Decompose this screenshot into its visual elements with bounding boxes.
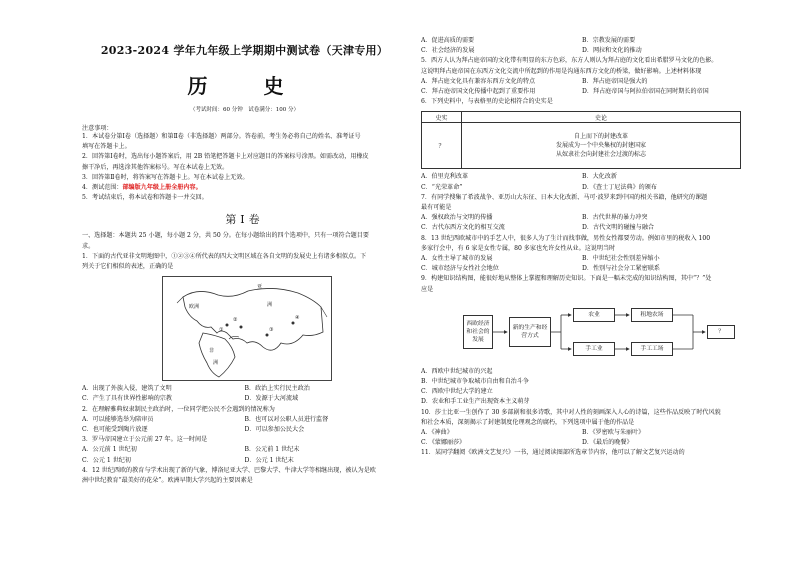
q4-options-row — [421, 46, 743, 56]
q9-option-d[interactable]: D．农业和手工业生产出现资本主义萌芽 — [421, 398, 530, 406]
map-label-africa-1: 非 — [209, 348, 215, 355]
q10-options-row — [421, 428, 743, 438]
q8-option-c[interactable]: C．城市经济与女性社会地位 — [421, 265, 499, 273]
q1-option-d[interactable]: D．发源于大河流域 — [244, 395, 299, 403]
q2-stem: 2．在理解雅典奴隶制民主政治时，一位同学把公民不会遇到的情况称为 — [82, 405, 275, 413]
q10-stem: 10．莎士比亚一生创作了 30 多部剧和很多诗歌，其中对人性的刻画深入人心的诗篇，这些作品反映了时代风貌 — [421, 408, 721, 416]
q7-option-b[interactable]: B．古代世界的暴力冲突 — [582, 214, 648, 222]
q6-history-table — [421, 111, 741, 169]
map-label-africa-2: 洲 — [213, 360, 219, 367]
diagram-farm-box: 租地农场 — [631, 308, 673, 322]
q8-option-b[interactable]: B．中世纪社会性别差异缩小 — [582, 255, 660, 263]
map-marker-2: ② — [233, 317, 238, 324]
q4-options-row — [421, 36, 743, 46]
diagram-question-box: ？ — [707, 325, 735, 339]
q1-options-row — [82, 394, 407, 404]
note-line-4 — [82, 183, 407, 193]
table-head-fact: 史实 — [422, 112, 462, 123]
q3-options-row — [82, 456, 407, 466]
q9-stem: 应是 — [421, 285, 434, 293]
q4-option-c[interactable]: C．社会经济的发展 — [421, 47, 475, 55]
q9-option-c[interactable]: C．西欧中世纪大学的建立 — [421, 388, 493, 396]
q4-stem: 4．12 世纪西欧的教育与学术出现了新的气象，博洛尼亚大学、巴黎大学、牛津大学等相继出现，被认为是欧 — [82, 466, 376, 474]
q6-option-c[interactable]: C．“光荣革命” — [421, 183, 463, 191]
map-marker-3: ③ — [269, 327, 274, 334]
q9-stem: 9．构建知识结构图，能很好地从整体上掌握和理解历史知识。下面是一幅未完成的知识结构图，其中“？”处 — [421, 275, 712, 283]
q7-options-row — [421, 223, 743, 233]
map-marker-1: ① — [219, 327, 224, 334]
q2-option-a[interactable]: A．可以能够选举为陪审员 — [82, 415, 154, 423]
table-comment-cell — [462, 123, 741, 169]
q5-option-a[interactable]: A．拜占庭文化具有兼容东西方文化的特点 — [421, 77, 536, 85]
q7-option-c[interactable]: C．古代东西方文化的相互交流 — [421, 224, 505, 232]
q6-option-d[interactable]: D．《查士丁尼法典》的颁布 — [582, 183, 657, 191]
q2-option-b[interactable]: B．也可以对公职人员进行监督 — [244, 415, 329, 423]
q8-stem: 8．13 世纪西欧城市中的手艺人中，很多人为了生计而找事做，男性女性都要劳动。例如市里的税收入 100 — [421, 234, 711, 242]
q8-option-d[interactable]: D．性别与社会分工紧密联系 — [582, 265, 661, 273]
q10-stem: 和社会本质，深刻揭示了封建制度伦理观念的腐朽，下列选项中属于他的作品是 — [421, 418, 635, 426]
right-column — [421, 36, 743, 459]
q9-option-a[interactable]: A．西欧中世纪城市的兴起 — [421, 367, 493, 375]
q5-stem: 这说明拜占庭帝国在东西方文化交流中所起到的作用是沟通东西方文化的桥梁，做好影响。上述材料体现 — [421, 67, 702, 75]
section-intro: 一、选择题：本题共 25 小题，每小题 2 分，共 50 分。在每小题给出的四个选项中，只有一项符合题目要 — [82, 232, 369, 240]
q6-option-b[interactable]: B．大化改新 — [582, 173, 617, 181]
q10-option-d[interactable]: D．《最后的晚餐》 — [582, 439, 633, 447]
map-outline — [163, 277, 333, 382]
q4-option-b[interactable]: B．宗教发展的需要 — [582, 37, 636, 44]
q2-option-c[interactable]: C．也可能受到陶片放逐 — [82, 426, 148, 434]
table-fact-cell: ？ — [422, 123, 462, 169]
q3-stem: 3．罗马帝国建立于公元前 27 年。这一时间是 — [82, 436, 208, 444]
q1-option-c[interactable]: C．产生了具有世界性影响的宗教 — [82, 395, 172, 403]
q4-option-d[interactable]: D．网拉和文化的推动 — [582, 47, 642, 55]
q1-option-b[interactable]: B．政治上实行民主政治 — [244, 385, 310, 393]
q1-stem: 列关于它们相似的表述，正确的是 — [82, 263, 174, 271]
q6-options-row — [421, 172, 743, 182]
note-4-prefix: 4．测试范围： — [82, 184, 123, 192]
note-4-scope: 部编版九年级上册全册内容。 — [122, 184, 202, 192]
section-intro: 求。 — [82, 242, 95, 250]
ancient-civilization-map — [162, 276, 332, 381]
q6-option-a[interactable]: A．伯里克利改革 — [421, 173, 469, 181]
left-column — [82, 36, 407, 486]
q3-option-b[interactable]: B．公元前 1 世纪末 — [244, 446, 300, 454]
q5-options-row — [421, 87, 743, 97]
knowledge-structure-diagram — [421, 301, 739, 363]
note-line: 3．回答第Ⅱ卷时，将答案写在答题卡上。写在本试卷上无效。 — [82, 173, 249, 181]
q5-option-b[interactable]: B．拜占庭帝国是强大的 — [582, 77, 648, 85]
q8-options-row — [421, 264, 743, 274]
note-line: 5．考试结束后，将本试卷和答题卡一并交回。 — [82, 194, 208, 202]
q7-stem: 7．有同学搜集了希波战争、亚历山大东征、日本大化改新、马可·波罗来到中国的相关书籍，他研究的课题 — [421, 193, 708, 201]
map-label-europe: 欧洲 — [189, 304, 200, 311]
q10-option-b[interactable]: B．《罗密欧与朱丽叶》 — [582, 429, 645, 437]
exam-title: 2023-2024 学年九年级上学期期中测试卷（天津专用） — [100, 44, 389, 57]
q3-option-c[interactable]: C．公元 1 世纪初 — [82, 456, 131, 464]
q8-option-a[interactable]: A．女性主导了城市的发展 — [421, 255, 493, 263]
q9-option-b[interactable]: B．中世纪城市争取城市自由和自治斗争 — [421, 378, 530, 386]
note-line: 填写在答题卡上。 — [82, 143, 131, 151]
subject-title: 历 史 — [187, 74, 302, 98]
q8-options-row — [421, 254, 743, 264]
q4-stem: 洲中世纪教育“最美好的花朵”。欧洲早期大学兴起的主要因素是 — [82, 477, 253, 485]
q10-option-c[interactable]: C．《蒙娜丽莎》 — [421, 439, 466, 447]
map-label-asia-1: 亚 — [257, 284, 263, 291]
exam-meta: （考试时间：60 分钟 试卷满分：100 分） — [190, 107, 299, 113]
q1-options-row — [82, 384, 407, 394]
q7-option-a[interactable]: A．强权政治与文明的传播 — [421, 214, 493, 222]
q8-stem: 多家行会中，有 6 家是女性专属，80 多家也允许女性从业。这说明当时 — [421, 244, 616, 252]
q7-options-row — [421, 213, 743, 223]
q2-options-row — [82, 415, 407, 425]
q7-stem: 最有可能是 — [421, 204, 452, 212]
q5-stem: 5．西方人认为拜占庭帝国的文化带有明显的东方色彩，东方人则认为拜占庭的文化看出希腊罗马文化的色影。 — [421, 57, 718, 65]
diagram-root-box: 西欧经济和社会的发展 — [463, 315, 493, 349]
q5-option-d[interactable]: D．拜占庭帝国与阿拉伯帝国在同时期长的帝国 — [582, 88, 709, 96]
diagram-mid-box: 新的生产和经营方式 — [509, 317, 551, 347]
q11-stem: 11．某同学翻阅《欧洲文艺复兴》一书，通过阅读图部所选章节内容，他可以了解文艺复兴运动的 — [421, 449, 685, 457]
q1-stem: 1．下面的古代亚非文明地图中，①②③④所代表的四大文明区域在各自文明的发展史上有诸多相似点。下 — [82, 252, 367, 260]
q2-options-row — [82, 425, 407, 435]
q3-option-d[interactable]: D．公元 1 世纪末 — [244, 456, 294, 464]
q7-option-d[interactable]: D．古代文明的碰撞与融合 — [582, 224, 654, 232]
notes-heading: 注意事项： — [82, 125, 113, 132]
table-comment-line: 从奴隶社会向封建社会过渡的标志 — [555, 151, 646, 159]
q6-stem: 6．下列史料中，与表格里的史论相符合的史实是 — [421, 98, 553, 106]
section-title: 第Ⅰ卷 — [225, 213, 264, 227]
q3-options-row — [82, 445, 407, 455]
q4-option-a[interactable]: A．促进高质的需要 — [421, 37, 475, 44]
diagram-agriculture-box: 农业 — [573, 308, 615, 322]
note-line: 2．回答第Ⅰ卷时，选出每小题答案后，用 2B 铅笔把答题卡上对应题目的答案标号涂黑。如需改动，用橡皮 — [82, 153, 369, 161]
q2-option-d[interactable]: D．可以参加公民大会 — [244, 426, 305, 434]
table-comment-line: 自上而下的封建改革 — [573, 133, 628, 141]
q1-option-a[interactable]: A．出现了外族入侵，建筑了文明 — [82, 385, 172, 393]
q5-option-c[interactable]: C．拜占庭帝国文化传播中起到了重要作用 — [421, 88, 536, 96]
diagram-handicraft-box: 手工业 — [573, 342, 615, 356]
q5-options-row — [421, 77, 743, 87]
q10-options-row — [421, 438, 743, 448]
diagram-workshop-box: 手工工场 — [631, 342, 673, 356]
q6-options-row — [421, 183, 743, 193]
note-line: 擦干净后，再选涂其他答案标号。写在本试卷上无效。 — [82, 163, 229, 171]
table-head-comment: 史论 — [462, 112, 741, 123]
q3-option-a[interactable]: A．公元前 1 世纪初 — [82, 446, 137, 454]
table-comment-line: 发展成为一个中央集权的封建国家 — [555, 142, 646, 150]
map-marker-4: ④ — [295, 315, 300, 322]
map-label-asia-2: 洲 — [267, 302, 273, 309]
note-line: 1．本试卷分第Ⅰ卷（选择题）和第Ⅱ卷（非选择题）两部分。答卷前，考生务必将自己的姓名、准考证号 — [82, 133, 361, 140]
q10-option-a[interactable]: A．《神曲》 — [421, 429, 453, 437]
